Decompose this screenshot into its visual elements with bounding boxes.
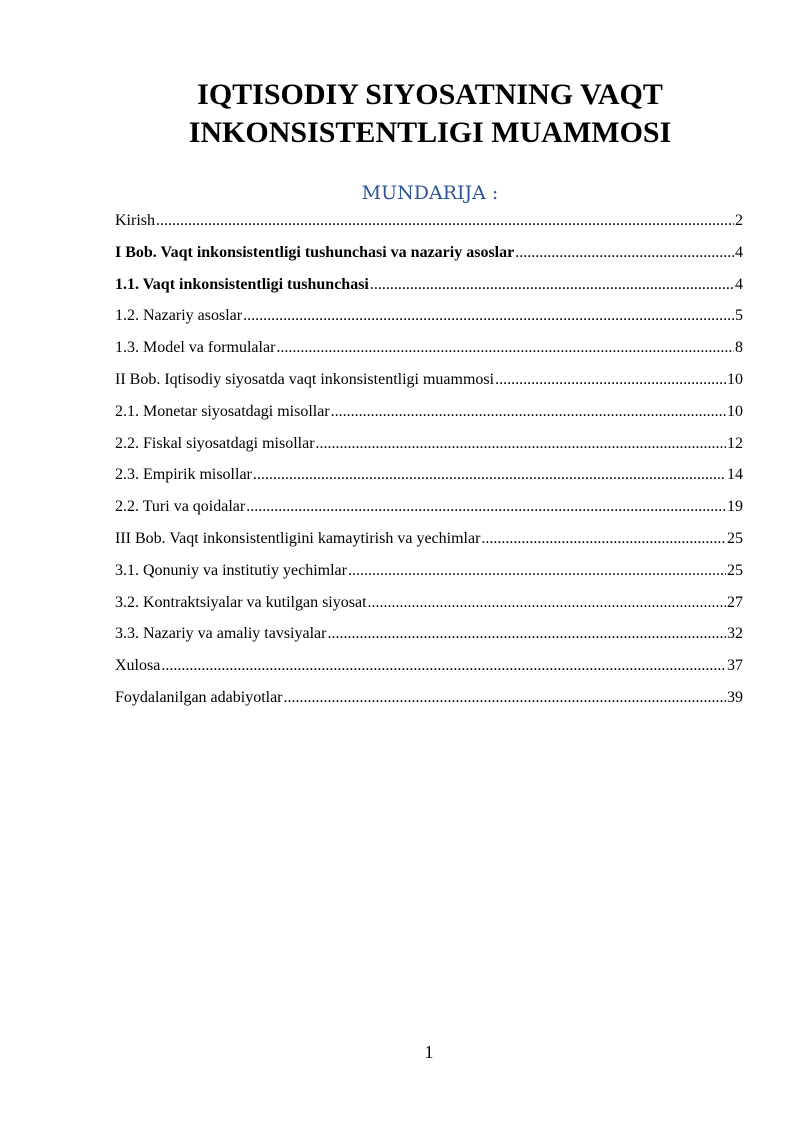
- toc-entry-leader: [495, 368, 726, 392]
- table-of-contents: [115, 209, 743, 718]
- toc-entry-page: 14: [727, 466, 743, 484]
- toc-entry-leader: [161, 654, 726, 678]
- toc-entry-page: 25: [727, 529, 743, 547]
- toc-entry-leader: [515, 241, 734, 265]
- toc-entry[interactable]: [115, 463, 743, 495]
- toc-entry[interactable]: [115, 622, 743, 654]
- toc-entry-leader: [276, 336, 734, 360]
- toc-entry[interactable]: [115, 495, 743, 527]
- toc-entry-leader: [284, 686, 726, 710]
- toc-entry-page: 19: [727, 498, 743, 516]
- toc-entry[interactable]: [115, 400, 743, 432]
- toc-entry-text: Foydalanilgan adabiyotlar: [115, 688, 283, 706]
- toc-entry-text: I Bob. Vaqt inkonsistentligi tushunchasi va nazariy asoslar: [115, 243, 515, 261]
- toc-entry-leader: [481, 527, 726, 551]
- toc-entry-leader: [243, 304, 734, 328]
- toc-entry-page: 4: [735, 275, 743, 293]
- toc-entry-leader: [327, 622, 726, 646]
- toc-entry[interactable]: [115, 368, 743, 400]
- page-number: 1: [424, 1042, 434, 1062]
- toc-entry[interactable]: [115, 527, 743, 559]
- toc-entry-page: 10: [727, 370, 743, 388]
- toc-entry[interactable]: [115, 336, 743, 368]
- toc-entry-page: 4: [735, 243, 743, 261]
- toc-entry-text: III Bob. Vaqt inkonsistentligini kamaytirish va yechimlar: [115, 529, 481, 547]
- toc-entry-text: 1.1. Vaqt inkonsistentligi tushunchasi: [115, 275, 369, 293]
- toc-entry-leader: [156, 209, 734, 233]
- toc-entry-page: 27: [727, 593, 743, 611]
- toc-entry[interactable]: [115, 432, 743, 464]
- toc-entry-text: 1.2. Nazariy asoslar: [115, 307, 243, 325]
- toc-entry[interactable]: [115, 654, 743, 686]
- toc-entry[interactable]: [115, 304, 743, 336]
- toc-entry-text: 2.3. Empirik misollar: [115, 466, 252, 484]
- toc-entry[interactable]: [115, 273, 743, 305]
- toc-entry-text: 3.3. Nazariy va amaliy tavsiyalar: [115, 625, 327, 643]
- toc-entry-text: II Bob. Iqtisodiy siyosatda vaqt inkonsistentligi muammosi: [115, 370, 495, 388]
- toc-entry-text: 3.1. Qonuniy va institutiy yechimlar: [115, 561, 347, 579]
- toc-entry-leader: [246, 495, 726, 519]
- toc-entry-leader: [316, 432, 726, 456]
- toc-entry-text: 3.2. Kontraktsiyalar va kutilgan siyosat: [115, 593, 367, 611]
- toc-entry-page: 12: [727, 434, 743, 452]
- toc-entry-page: 32: [727, 625, 743, 643]
- toc-entry-page: 8: [735, 339, 743, 357]
- toc-entry-page: 2: [735, 212, 743, 229]
- toc-entry-text: 2.2. Turi va qoidalar: [115, 498, 246, 516]
- toc-entry-page: 5: [735, 307, 743, 325]
- toc-entry[interactable]: [115, 591, 743, 623]
- document-title: IQTISODIY SIYOSATNING VAQT INKONSISTENTLIGI MUAMMOSI: [188, 78, 672, 149]
- toc-entry-page: 10: [727, 402, 743, 420]
- toc-entry[interactable]: [115, 209, 743, 241]
- toc-entry-text: 2.2. Fiskal siyosatdagi misollar: [115, 434, 315, 452]
- toc-entry-page: 39: [727, 688, 743, 706]
- toc-entry-leader: [253, 463, 726, 487]
- toc-heading: MUNDARIJA :: [361, 182, 499, 204]
- toc-entry-leader: [370, 273, 734, 297]
- toc-entry-leader: [368, 591, 726, 615]
- toc-entry[interactable]: [115, 559, 743, 591]
- toc-entry-text: Xulosa: [115, 657, 161, 675]
- toc-entry[interactable]: [115, 241, 743, 273]
- toc-entry-page: 25: [727, 561, 743, 579]
- toc-entry-page: 37: [727, 657, 743, 675]
- toc-entry-leader: [348, 559, 726, 583]
- toc-entry-text: Kirish: [115, 212, 155, 229]
- toc-entry-text: 2.1. Monetar siyosatdagi misollar: [115, 402, 330, 420]
- toc-entry-text: 1.3. Model va formulalar: [115, 339, 276, 357]
- toc-entry[interactable]: [115, 686, 743, 718]
- toc-entry-leader: [331, 400, 726, 424]
